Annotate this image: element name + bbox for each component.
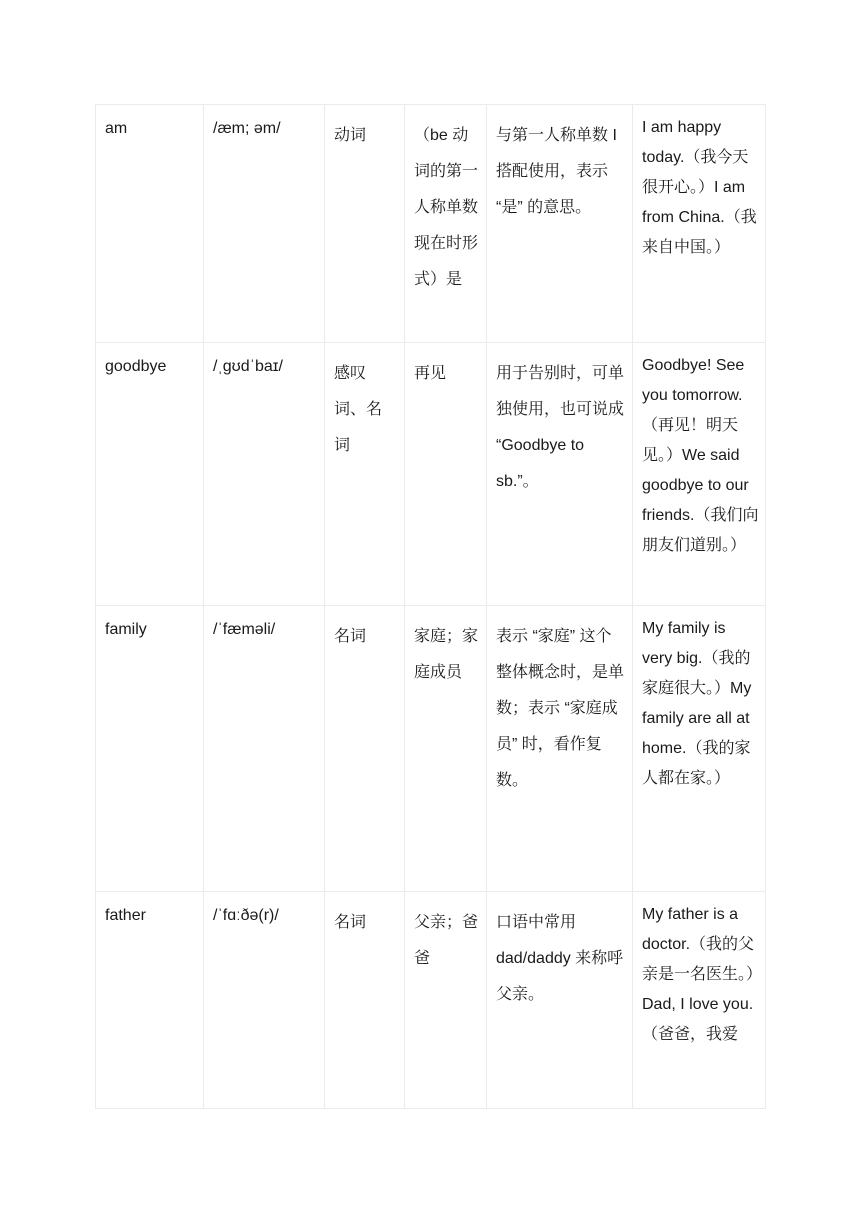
example-cell: My family is very big.（我的家庭很大。）My family are all at home.（我的家人都在家。） [633, 606, 766, 892]
usage-cell: 用于告别时，可单独使用，也可说成 “Goodbye to sb.”。 [487, 343, 633, 606]
table-row [96, 606, 766, 892]
phonetic-cell: /æm; əm/ [204, 105, 325, 343]
usage-cell: 口语中常用 dad/daddy 来称呼父亲。 [487, 892, 633, 1109]
word-cell: am [96, 105, 204, 343]
phonetic-cell: /ˈfæməli/ [204, 606, 325, 892]
vocabulary-table [95, 104, 766, 1109]
part-of-speech-cell: 名词 [325, 606, 405, 892]
meaning-cell: 父亲；爸爸 [405, 892, 487, 1109]
part-of-speech-cell: 动词 [325, 105, 405, 343]
usage-cell: 与第一人称单数 I 搭配使用，表示 “是” 的意思。 [487, 105, 633, 343]
example-cell: Goodbye! See you tomorrow.（再见！明天见。）We said goodbye to our friends.（我们向朋友们道别。） [633, 343, 766, 606]
phonetic-cell: /ˌɡʊdˈbaɪ/ [204, 343, 325, 606]
meaning-cell: （be 动词的第一人称单数现在时形式）是 [405, 105, 487, 343]
example-cell: My father is a doctor.（我的父亲是一名医生。）Dad, I love you.（爸爸，我爱 [633, 892, 766, 1109]
table-row [96, 105, 766, 343]
part-of-speech-cell: 感叹词、名词 [325, 343, 405, 606]
phonetic-cell: /ˈfɑːðə(r)/ [204, 892, 325, 1109]
meaning-cell: 再见 [405, 343, 487, 606]
usage-cell: 表示 “家庭” 这个整体概念时，是单数；表示 “家庭成员” 时，看作复数。 [487, 606, 633, 892]
meaning-cell: 家庭；家庭成员 [405, 606, 487, 892]
word-cell: father [96, 892, 204, 1109]
part-of-speech-cell: 名词 [325, 892, 405, 1109]
word-cell: goodbye [96, 343, 204, 606]
table-row [96, 892, 766, 1109]
table-row [96, 343, 766, 606]
word-cell: family [96, 606, 204, 892]
example-cell: I am happy today.（我今天很开心。）I am from China.（我来自中国。） [633, 105, 766, 343]
